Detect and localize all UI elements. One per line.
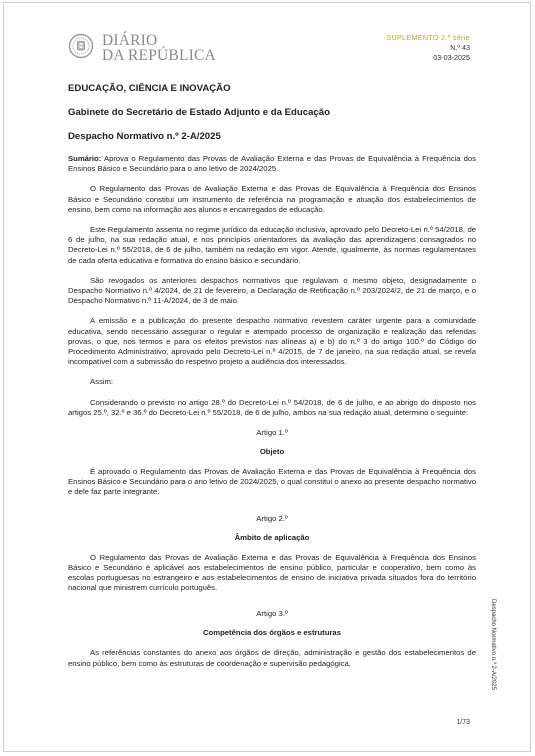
ministry-heading: EDUCAÇÃO, CIÊNCIA E INOVAÇÃO: [68, 83, 231, 94]
article-title: Objeto: [259, 447, 285, 457]
coat-of-arms-icon: [68, 33, 94, 59]
issue-meta: [386, 33, 470, 64]
document-body: [68, 83, 476, 669]
article-number: Artigo 2.º: [256, 513, 288, 523]
paragraph: São revogados os anteriores despachos normativos que regulavam o mesmo objeto, designadamente o Despacho Normativo n.º 4/2024, de 21 de fevereiro, a Declaração de Retificação n.º 203/2024/2, de 21 de março, e o Despacho Normativo n.º 11-A/2024, de 3 de maio.: [68, 275, 476, 306]
brand-line-2: DA REPÚBLICA: [102, 47, 216, 64]
issue-date: 03-03-2025: [433, 53, 470, 63]
cabinet-heading: Gabinete do Secretário de Estado Adjunto e da Educação: [68, 107, 330, 118]
paragraph: Assim:: [90, 377, 114, 387]
article-text: É aprovado o Regulamento das Provas de Avaliação Externa e das Provas de Equivalência à Frequência dos Ensinos Básico e Secundário para o ano letivo de 2024/2025, o qual constitui o anexo ao presente despacho normativo e dele faz parte integrante.: [68, 467, 476, 497]
supplement-label: SUPLEMENTO 2.ª série: [386, 33, 470, 42]
paragraph: Este Regulamento assenta no regime jurídico da educação inclusiva, aprovado pelo Decreto-Lei n.º 54/2018, de 6 de julho, na sua redação atual, e nos princípios orientadores da avaliação das aprendizagens consagrados no Decreto-Lei n.º 55/2018, de 6 de julho, também na redação em vigor. Atende, igualmente, às normas regulamentares de cada oferta educativa e formativa do ensino básico e secundário.: [68, 225, 476, 265]
paragraph: Considerando o previsto no artigo 28.º do Decreto-Lei n.º 54/2018, de 6 de julho, e ao abrigo do disposto nos artigos 25.º, 32.º e 36.º do Decreto-Lei n.º 55/2018, de 6 de julho, ambos na sua redação atual, determino o seguinte:: [68, 397, 476, 417]
article-title: Âmbito de aplicação: [234, 532, 310, 542]
summary-text: Aprova o Regulamento das Provas de Avaliação Externa e das Provas de Equivalência à Frequência dos Ensinos Básico e Secundário para o ano letivo de 2024/2025.: [68, 154, 476, 174]
journal-brand: [102, 33, 216, 63]
despacho-title: Despacho Normativo n.º 2-A/2025: [68, 131, 221, 142]
article-number: Artigo 1.º: [256, 428, 288, 438]
brand-line-1: DIÁRIO: [102, 32, 158, 49]
paragraph: O Regulamento das Provas de Avaliação Externa e das Provas de Equivalência à Frequência dos Ensinos Básico e Secundário constitui um instrumento de referência na programação e atuação dos estabelecimentos de ensino, bem como na informação aos alunos e encarregados de educação.: [68, 184, 476, 214]
sidebar-reference: Despacho Normativo n.º 2-A/2025: [490, 599, 496, 690]
summary-label: Sumário:: [68, 154, 102, 163]
article-number: Artigo 3.º: [256, 609, 288, 619]
article-text: As referências constantes do anexo aos órgãos de direção, administração e gestão dos estabelecimentos de ensino público, bem como às estruturas de coordenação e supervisão pedagógica,: [68, 648, 476, 668]
document-page: [3, 2, 531, 752]
page-number: 1/73: [456, 719, 470, 726]
summary: [68, 154, 476, 174]
paragraph: A emissão e a publicação do presente despacho normativo revestem caráter urgente para a comunidade educativa, sendo necessário assegurar o regular e atempado processo de organização e realização das referidas provas, o que, nos termos e para os efeitos previstos nas alíneas a) e b) do n.º 3 do artigo 100.º do Código do Procedimento Administrativo, aprovado pelo Decreto-Lei n.º 4/2015, de 7 de janeiro, na sua redação atual, se revela incompatível com a submissão do respetivo projeto a audiência dos interessados.: [68, 316, 476, 367]
issue-number: N.º 43: [450, 43, 470, 53]
article-title: Competência dos órgãos e estruturas: [203, 628, 341, 638]
article-text: O Regulamento das Provas de Avaliação Externa e das Provas de Equivalência à Frequência dos Ensinos Básico e Secundário é aplicável aos estabelecimentos de ensino público, particular e cooperativo, bem como às escolas portuguesas no estrangeiro e aos estabelecimentos de ensino de iniciativa privada situados fora do território nacional que ministrem currículo português.: [68, 552, 476, 593]
